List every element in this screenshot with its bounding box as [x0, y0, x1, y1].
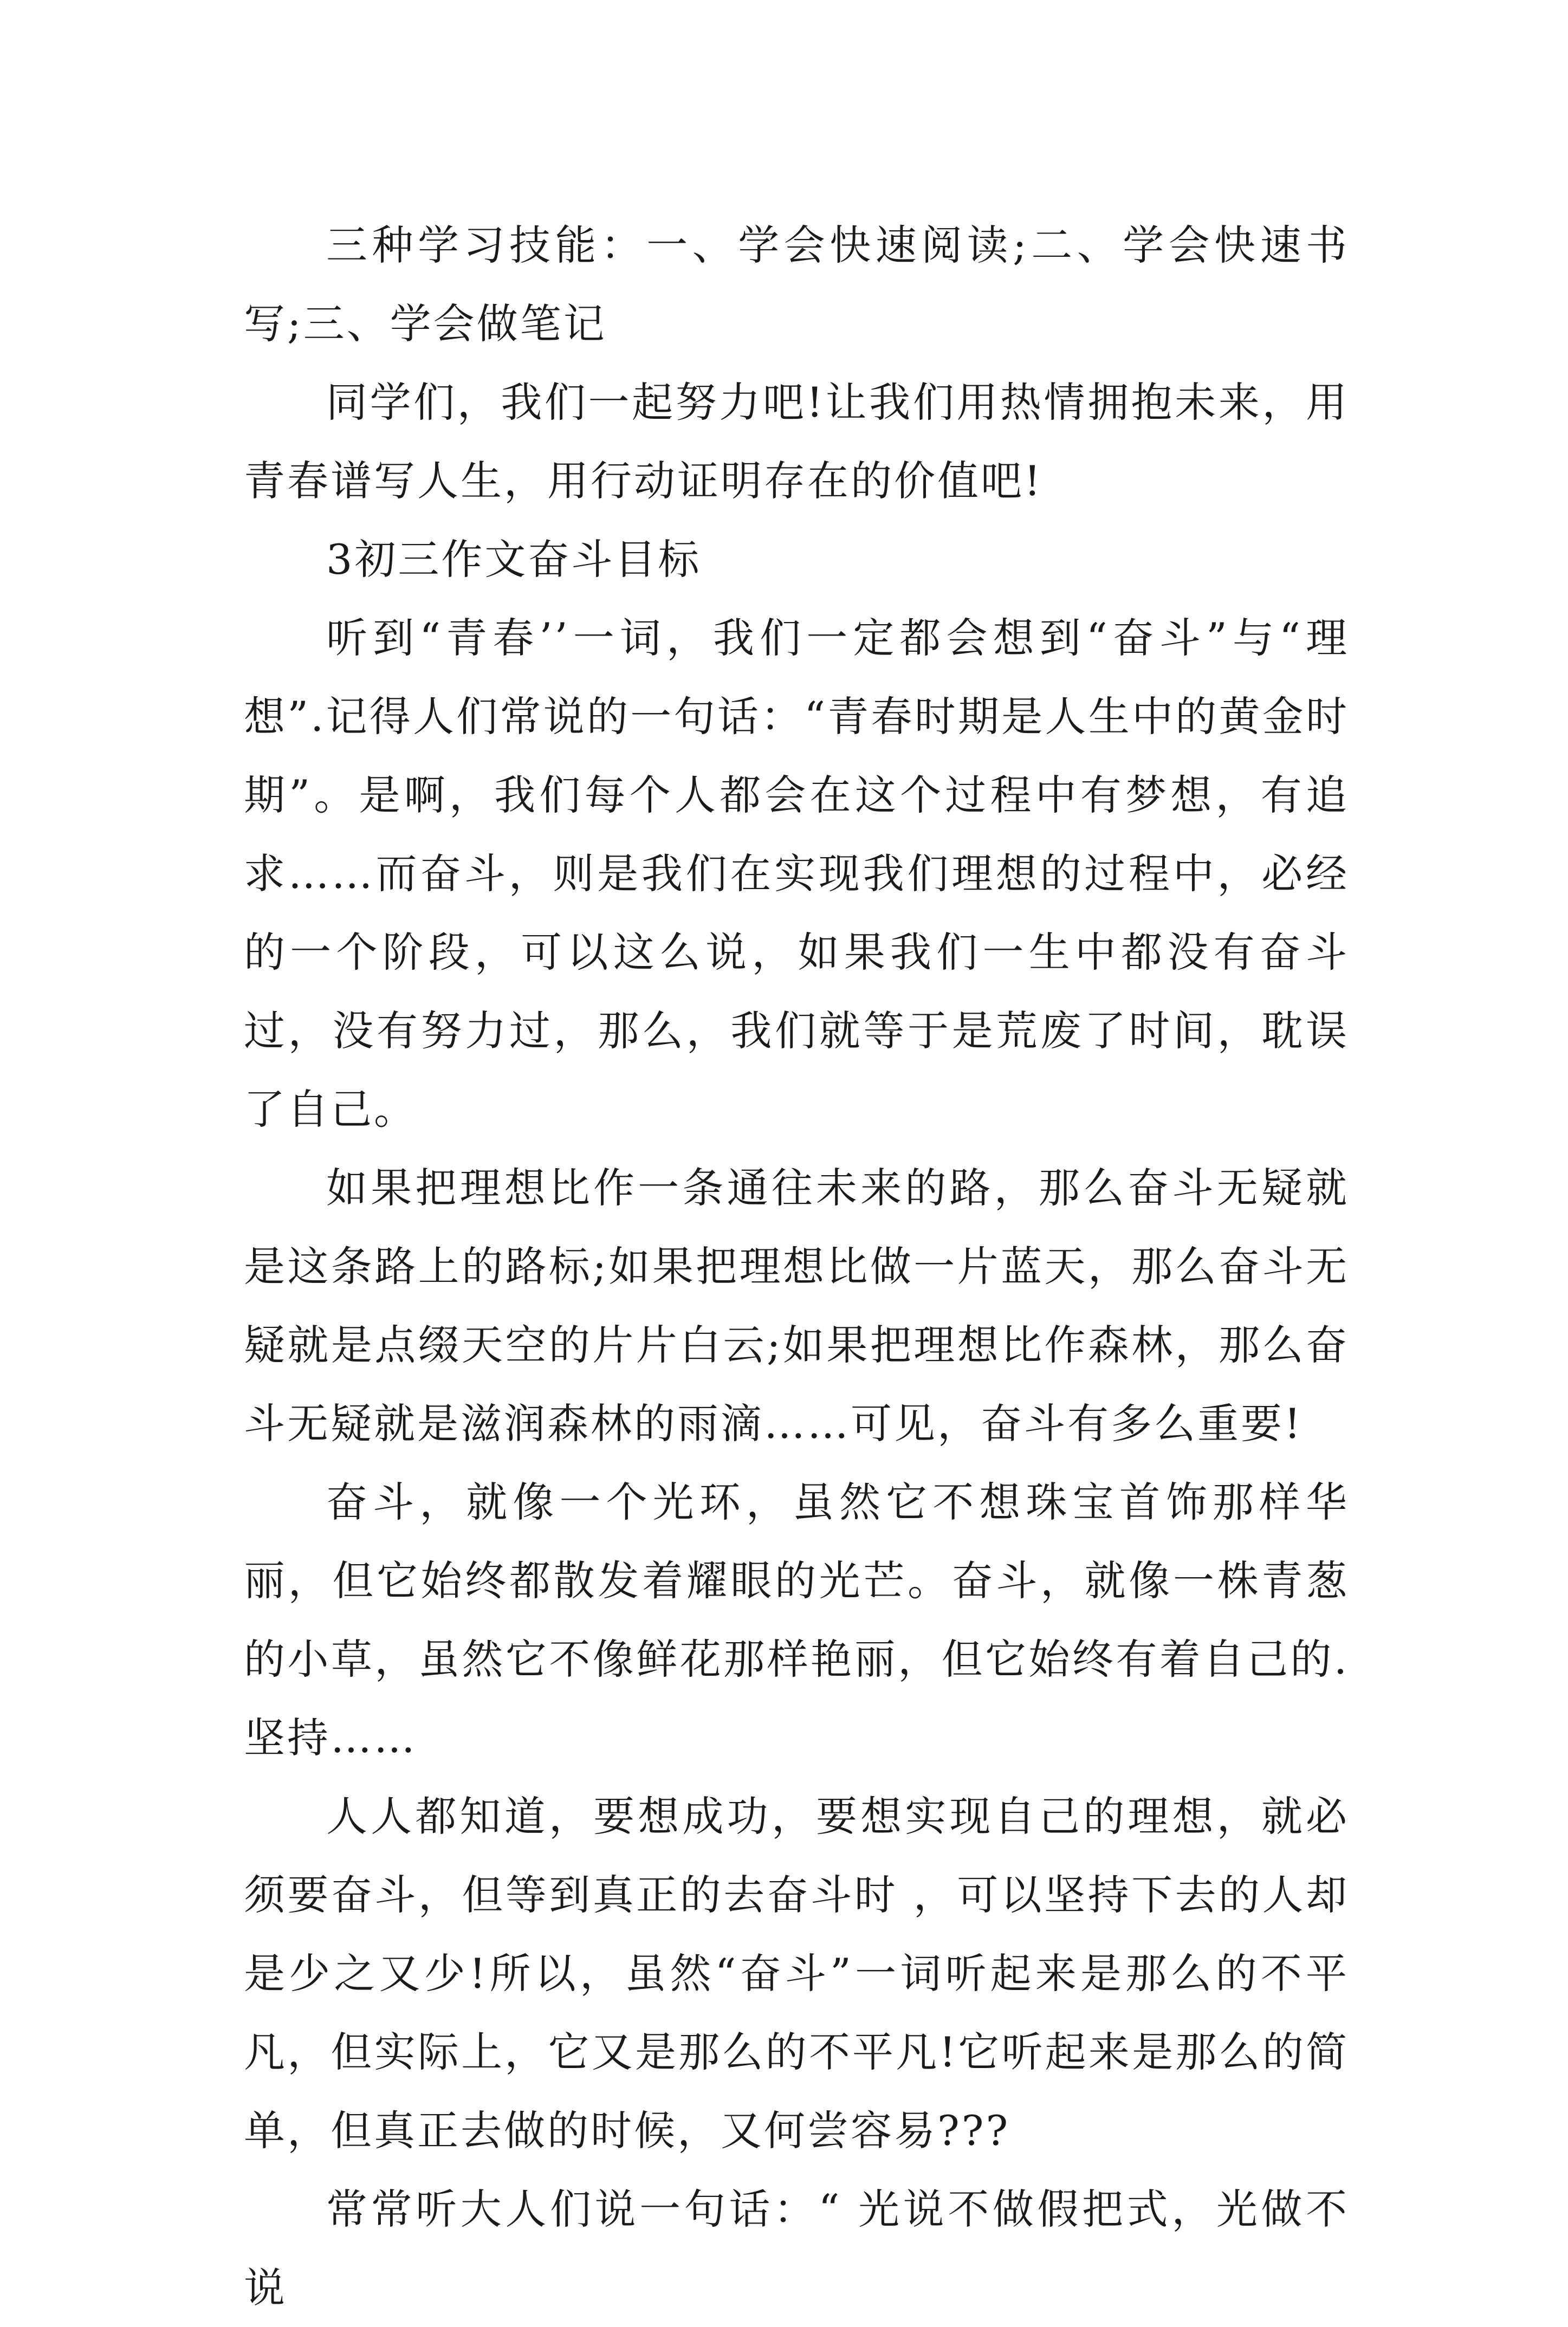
paragraph-youth-and-struggle: 听到“青春’’一词，我们一定都会想到“奋斗”与“理想”.记得人们常说的一句话：“青春时期是人生中的黄金时期”。是啊，我们每个人都会在这个过程中有梦想，有追求……而奋斗，则是我们在实现我们理想的过程中，必经的一个阶段，可以这么说，如果我们一生中都没有奋斗过，没有努力过，那么，我们就等于是荒废了时间，耽误了自己。: [244, 614, 1349, 1133]
paragraph-persistence: 人人都知道，要想成功，要想实现自己的理想，就必须要奋斗，但等到真正的去奋斗时 ，可以坚持下去的人却是少之又少!所以，虽然“奋斗”一词听起来是那么的不平凡，但实际上，它又是那么的不平凡!它听起来是那么的简单，但真正去做的时候，又何尝容易???: [244, 1792, 1349, 2155]
document-body: [244, 206, 1349, 2327]
paragraph-study-skills: 三种学习技能：一、学会快速阅读;二、学会快速书写;三、学会做笔记: [244, 221, 1349, 348]
paragraph-ideal-metaphors: 如果把理想比作一条通往未来的路，那么奋斗无疑就是这条路上的路标;如果把理想比做一片蓝天，那么奋斗无疑就是点缀天空的片片白云;如果把理想比作森林，那么奋斗无疑就是滋润森林的雨滴……可见，奋斗有多么重要!: [244, 1164, 1349, 1448]
paragraph-struggle-halo: 奋斗，就像一个光环，虽然它不想珠宝首饰那样华丽，但它始终都散发着耀眼的光芒。奋斗，就像一株青葱的小草，虽然它不像鲜花那样艳丽，但它始终有着自己的.坚持……: [244, 1478, 1349, 1762]
paragraph-encouragement: 同学们，我们一起努力吧!让我们用热情拥抱未来，用青春谱写人生，用行动证明存在的价值吧!: [244, 378, 1349, 505]
section-heading: 3初三作文奋斗目标: [326, 535, 702, 584]
paragraph-saying: 常常听大人们说一句话：“ 光说不做假把式，光做不说: [244, 2185, 1349, 2312]
